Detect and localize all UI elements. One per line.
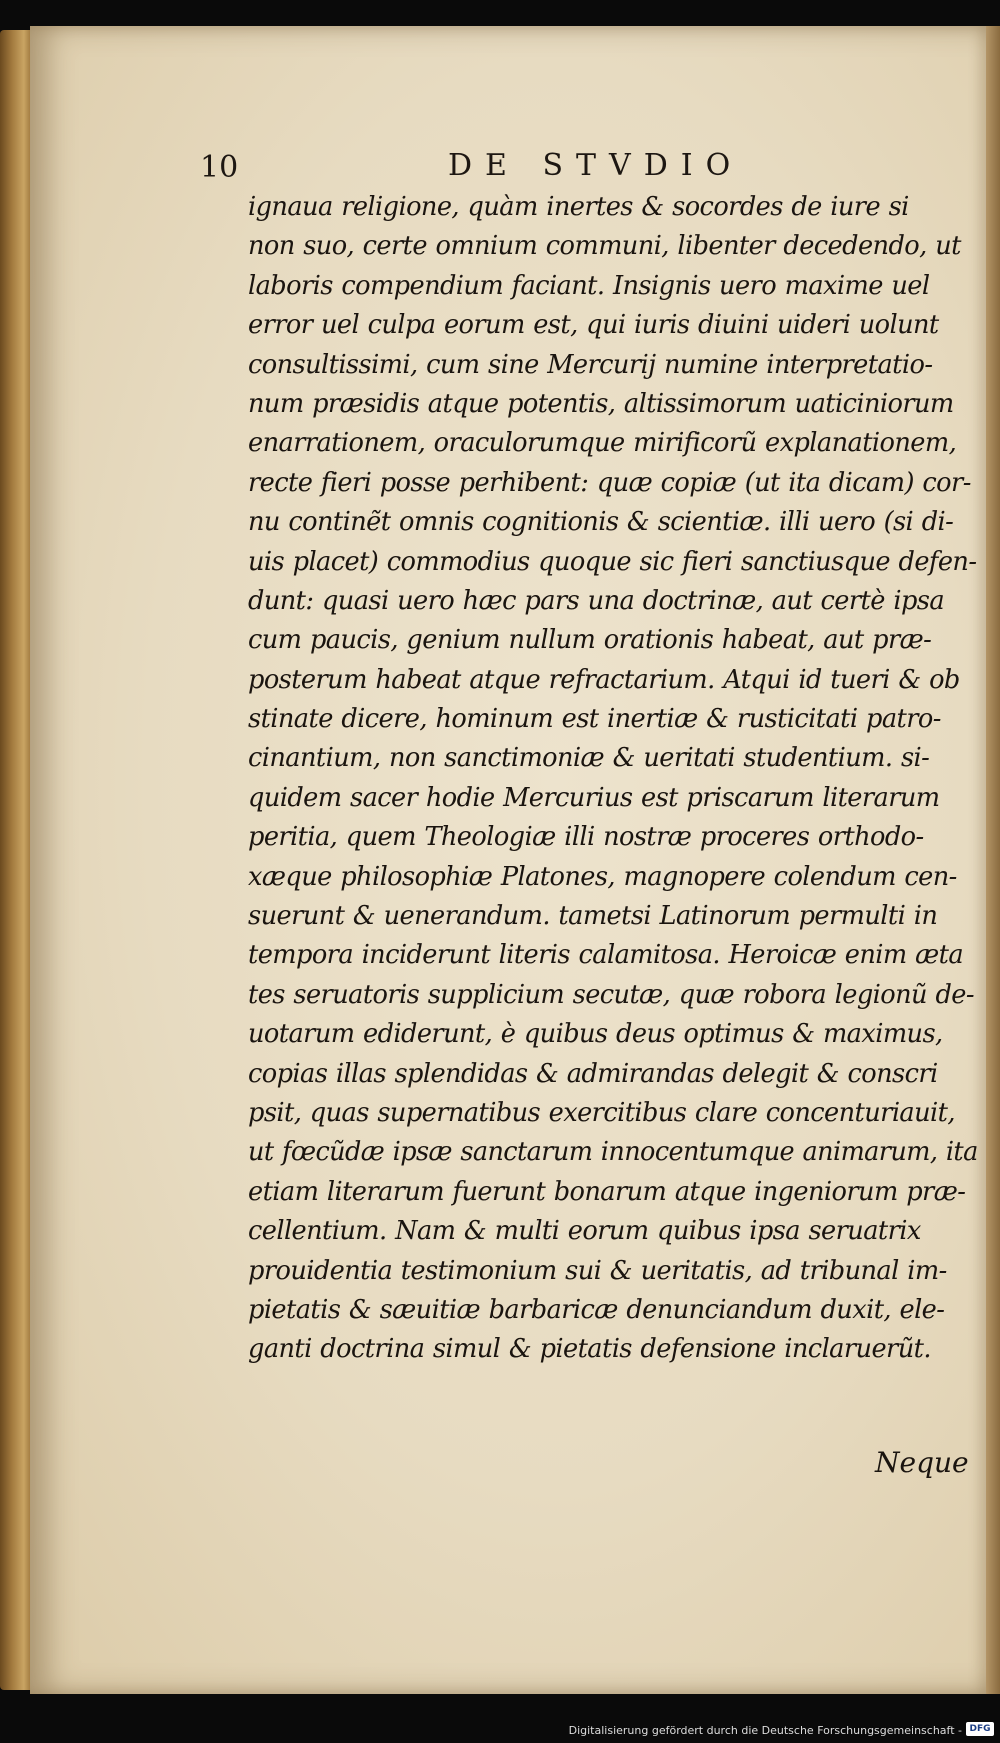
text-line: tempora inciderunt literis calamitosa. Heroicæ enim æta [248, 940, 964, 971]
page-number: 10 [200, 150, 239, 185]
text-line: stinate dicere, hominum est inertiæ & rusticitati patro- [248, 704, 941, 735]
text-line: non suo, certe omnium communi, libenter decedendo, ut [248, 231, 961, 262]
text-line: uotarum ediderunt, è quibus deus optimus & maximus, [248, 1019, 943, 1050]
text-line: uis placet) commodius quoque sic fieri sanctiusque defen- [248, 546, 977, 577]
text-line: xæque philosophiæ Platones, magnopere colendum cen- [248, 861, 957, 892]
text-line: dunt: quasi uero hæc pars una doctrinæ, aut certè ipsa [248, 585, 945, 616]
text-line: peritia, quem Theologiæ illi nostræ proceres orthodo- [248, 822, 924, 853]
text-line: enarrationem, oraculorumque mirificorũ explanationem, [248, 428, 957, 459]
funding-credit: Digitalisierung gefördert durch die Deutsche Forschungsgemeinschaft - [568, 1724, 962, 1737]
page-body-text [248, 188, 988, 1370]
catchword: Neque [875, 1446, 969, 1479]
text-line: etiam literarum fuerunt bonarum atque ingeniorum præ- [248, 1176, 966, 1207]
dfg-logo: DFG [966, 1722, 994, 1736]
text-line: ganti doctrina simul & pietatis defensione inclaruerũt. [248, 1334, 931, 1365]
text-line: pietatis & sæuitiæ barbaricæ denunciandum duxit, ele- [248, 1294, 945, 1325]
digitization-footer [0, 1694, 1000, 1743]
book-spine-edge [0, 30, 34, 1690]
text-line: cinantium, non sanctimoniæ & ueritati studentium. si- [248, 743, 930, 774]
text-line: suerunt & uenerandum. tametsi Latinorum permulti in [248, 901, 938, 932]
text-line: quidem sacer hodie Mercurius est priscarum literarum [248, 782, 940, 813]
text-line: recte fieri posse perhibent: quæ copiæ (ut ita dicam) cor- [248, 467, 971, 498]
text-line: posterum habeat atque refractarium. Atqui id tueri & ob [248, 664, 960, 695]
text-line: tes seruatoris supplicium secutæ, quæ robora legionũ de- [248, 979, 974, 1010]
text-line: error uel culpa eorum est, qui iuris diuini uideri uolunt [248, 310, 939, 341]
text-line: copias illas splendidas & admirandas delegit & conscri [248, 1058, 938, 1089]
text-line: psit, quas supernatibus exercitibus clare concenturiauit, [248, 1097, 955, 1128]
text-line: laboris compendium faciant. Insignis uero maxime uel [248, 270, 930, 301]
running-head [30, 144, 986, 190]
text-line: consultissimi, cum sine Mercurij numine interpretatio- [248, 349, 933, 380]
text-line: ut fœcũdæ ipsæ sanctarum innocentumque animarum, ita [248, 1137, 978, 1168]
text-line: num præsidis atque potentis, altissimorum uaticiniorum [248, 388, 954, 419]
text-line: nu continẽt omnis cognitionis & scientiæ. illi uero (si di- [248, 507, 954, 538]
text-line: cellentium. Nam & multi eorum quibus ipsa seruatrix [248, 1216, 921, 1247]
running-head-title: DE STVDIO [448, 148, 744, 183]
text-line: ignaua religione, quàm inertes & socordes de iure si [248, 192, 909, 222]
text-line: cum paucis, genium nullum orationis habeat, aut præ- [248, 625, 932, 656]
text-line: prouidentia testimonium sui & ueritatis, ad tribunal im- [248, 1255, 947, 1286]
book-page [30, 26, 986, 1694]
